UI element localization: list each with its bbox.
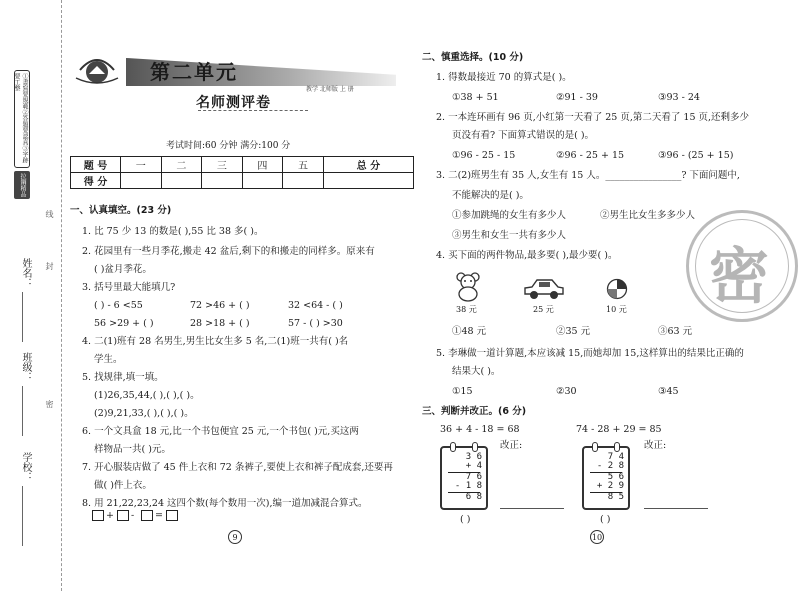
page-number-text: 9	[228, 530, 242, 544]
c2-text: 2. 一本连环画有 96 页,小红第一天看了 25 页,第二天看了 15 页,还剩多少	[436, 112, 750, 123]
c5-text-cont: 结果大( )。	[452, 366, 501, 377]
c5-option[interactable]: ②30	[556, 386, 577, 397]
car-price: 25 元	[533, 305, 554, 314]
q6-text: 6. 一个文具盒 18 元,比一个书包便宜 25 元,一个书包( )元,买这两	[82, 426, 359, 437]
calc-line: 7 4	[602, 452, 624, 462]
section-1-heading: 一、认真填空。(23 分)	[70, 205, 172, 216]
score-cell: 四	[242, 157, 283, 173]
score-cell: 三	[202, 157, 243, 173]
c1-option[interactable]: ②91 - 39	[556, 92, 598, 103]
calc-line: 3 6	[460, 452, 482, 462]
q1-text: 1. 比 75 少 13 的数是( ),55 比 38 多( )。	[82, 226, 264, 237]
brand-label: 拉鋼精品	[14, 171, 30, 199]
pad-ring	[592, 442, 598, 452]
c3-text: 3. 二(2)班男生有 35 人,女生有 15 人。________________? 下面问题中,	[436, 170, 740, 181]
fix-answer-line-1[interactable]	[500, 508, 564, 509]
toy-car-icon	[522, 276, 566, 302]
equation-box[interactable]	[166, 510, 178, 521]
c2-option[interactable]: ②96 - 25 + 15	[556, 150, 625, 161]
q6-text-cont: 样物品一共( )元。	[94, 444, 171, 455]
score-cell[interactable]	[323, 173, 413, 189]
name-line	[22, 292, 23, 342]
calc-line: 7 6	[454, 472, 482, 482]
c4-text: 4. 买下面的两件物品,最多要( ),最少要( )。	[436, 250, 618, 261]
calc-line: + 2 9	[596, 481, 624, 491]
judge-paren-1[interactable]: ( )	[460, 514, 471, 525]
q5-text: 5. 找规律,填一填。	[82, 372, 164, 383]
calc-line: 5 6	[596, 472, 624, 482]
calc-line: + 4	[465, 461, 482, 471]
ball-price: 10 元	[606, 305, 627, 314]
q4-text-cont: 学生。	[94, 354, 123, 365]
score-cell[interactable]	[121, 173, 162, 189]
paper-subtitle: 名师测评卷	[196, 95, 271, 111]
q8-text: 8. 用 21,22,23,24 这四个数(每个数用一次),编一道加减混合算式。	[82, 498, 368, 509]
c3-option[interactable]: ③男生和女生一共有多少人	[452, 230, 567, 241]
score-cell[interactable]	[242, 173, 283, 189]
q2-text-cont: ( )盆月季花。	[94, 264, 152, 275]
plus-sign: +	[106, 510, 114, 521]
fix-answer-line-2[interactable]	[644, 508, 708, 509]
c2-text-cont: 页没有看? 下面算式错误的是( )。	[452, 130, 595, 141]
fix-label-2: 改正:	[644, 440, 667, 451]
c5-option[interactable]: ①15	[452, 386, 473, 397]
pad-ring	[614, 442, 620, 452]
calc-line: 8 5	[596, 492, 624, 502]
q3-item: 56 >29 + ( )	[94, 318, 154, 329]
q3-item: 72 >46 + ( )	[190, 300, 250, 311]
q7-text-cont: 做( )件上衣。	[94, 480, 152, 491]
page-number-right	[590, 528, 604, 544]
bear-price: 38 元	[456, 305, 477, 314]
calc-pad	[440, 446, 488, 510]
score-cell: 得 分	[71, 173, 121, 189]
c4-option[interactable]: ①48 元	[452, 326, 487, 337]
page-number-text: 10	[590, 530, 604, 544]
secret-mark: 密	[45, 400, 54, 408]
c2-option[interactable]: ③96 - (25 + 15)	[658, 150, 734, 161]
c4-option[interactable]: ③63 元	[658, 326, 693, 337]
equation-box[interactable]	[117, 510, 129, 521]
equals-sign: =	[155, 510, 163, 521]
school-line	[22, 486, 23, 546]
pad-ring	[472, 442, 478, 452]
c4-option[interactable]: ②35 元	[556, 326, 591, 337]
c5-option[interactable]: ③45	[658, 386, 679, 397]
score-cell: 总 分	[323, 157, 413, 173]
line-mark: 线	[45, 210, 54, 218]
score-header-row	[71, 157, 414, 173]
c2-option[interactable]: ①96 - 25 - 15	[452, 150, 516, 161]
score-cell[interactable]	[283, 173, 324, 189]
q7-text: 7. 开心服装店做了 45 件上衣和 72 条裤子,要使上衣和裤子配成套,还要再	[82, 462, 393, 473]
calc-line: - 1 8	[454, 481, 482, 491]
q4-text: 4. 二(1)班有 28 名男生,男生比女生多 5 名,二(1)班一共有( )名	[82, 336, 349, 347]
teddy-bear-icon	[452, 270, 484, 302]
c5-text: 5. 李琳做一道计算题,本应该减 15,而她却加 15,这样算出的结果比正确的	[436, 348, 744, 359]
score-cell: 一	[121, 157, 162, 173]
binding-strip	[0, 0, 62, 591]
school-label: 学校：	[20, 452, 31, 482]
score-cell: 二	[161, 157, 202, 173]
q3-item: 57 - ( ) >30	[288, 318, 343, 329]
secret-stamp	[686, 210, 798, 322]
q3-text: 3. 括号里最大能填几?	[82, 282, 176, 293]
equation-box[interactable]	[92, 510, 104, 521]
dashed-divider	[198, 110, 308, 111]
score-cell[interactable]	[202, 173, 243, 189]
judge-equation-1: 36 + 4 - 18 = 68	[440, 424, 520, 435]
c1-option[interactable]: ①38 + 51	[452, 92, 499, 103]
c3-option[interactable]: ②男生比女生多多少人	[600, 210, 696, 221]
edition-tags: 教学 北师版 上 册	[306, 86, 354, 93]
seal-mark: 封	[45, 262, 54, 270]
pad-ring	[450, 442, 456, 452]
score-table	[70, 156, 414, 189]
ball-icon	[606, 278, 628, 300]
q3-item: 32 <64 - ( )	[288, 300, 343, 311]
q3-item: ( ) - 6 <55	[94, 300, 143, 311]
calc-line: 6 8	[454, 492, 482, 502]
score-value-row	[71, 173, 414, 189]
class-label: 班级：	[20, 352, 31, 382]
exam-meta: 考试时间:60 分钟 满分:100 分	[166, 141, 291, 151]
unit-title: 第二单元	[150, 60, 238, 84]
calc-line: - 2 8	[596, 461, 624, 471]
publisher-logo	[72, 48, 122, 88]
judge-paren-2[interactable]: ( )	[600, 514, 611, 525]
class-line	[22, 386, 23, 436]
stamp-character: 密	[709, 242, 769, 312]
section-3-heading: 三、判断并改正。(6 分)	[422, 406, 527, 417]
page-number-left	[228, 528, 242, 544]
judge-equation-2: 74 - 28 + 29 = 85	[576, 424, 662, 435]
minus-sign: -	[131, 510, 135, 521]
instruction-box: ①書寫要規範②答題要認真③字跡要工整	[14, 70, 30, 168]
section-2-heading: 二、慎重选择。(10 分)	[422, 52, 524, 63]
q2-text: 2. 花园里有一些月季花,搬走 42 盆后,剩下的和搬走的同样多。原来有	[82, 246, 375, 257]
c1-text: 1. 得数最接近 70 的算式是( )。	[436, 72, 572, 83]
q5-pattern-1: (1)26,35,44,( ),( ),( )。	[94, 390, 200, 401]
q3-item: 28 >18 + ( )	[190, 318, 250, 329]
score-cell: 题 号	[71, 157, 121, 173]
equation-box[interactable]	[141, 510, 153, 521]
q5-pattern-2: (2)9,21,33,( ),( ),( )。	[94, 408, 194, 419]
c3-option[interactable]: ①参加跳绳的女生有多少人	[452, 210, 567, 221]
name-label: 姓名：	[20, 258, 31, 288]
score-cell[interactable]	[161, 173, 202, 189]
c1-option[interactable]: ③93 - 24	[658, 92, 700, 103]
fix-label-1: 改正:	[500, 440, 523, 451]
score-cell: 五	[283, 157, 324, 173]
c3-text-cont: 不能解决的是( )。	[452, 190, 529, 201]
calc-pad	[582, 446, 630, 510]
